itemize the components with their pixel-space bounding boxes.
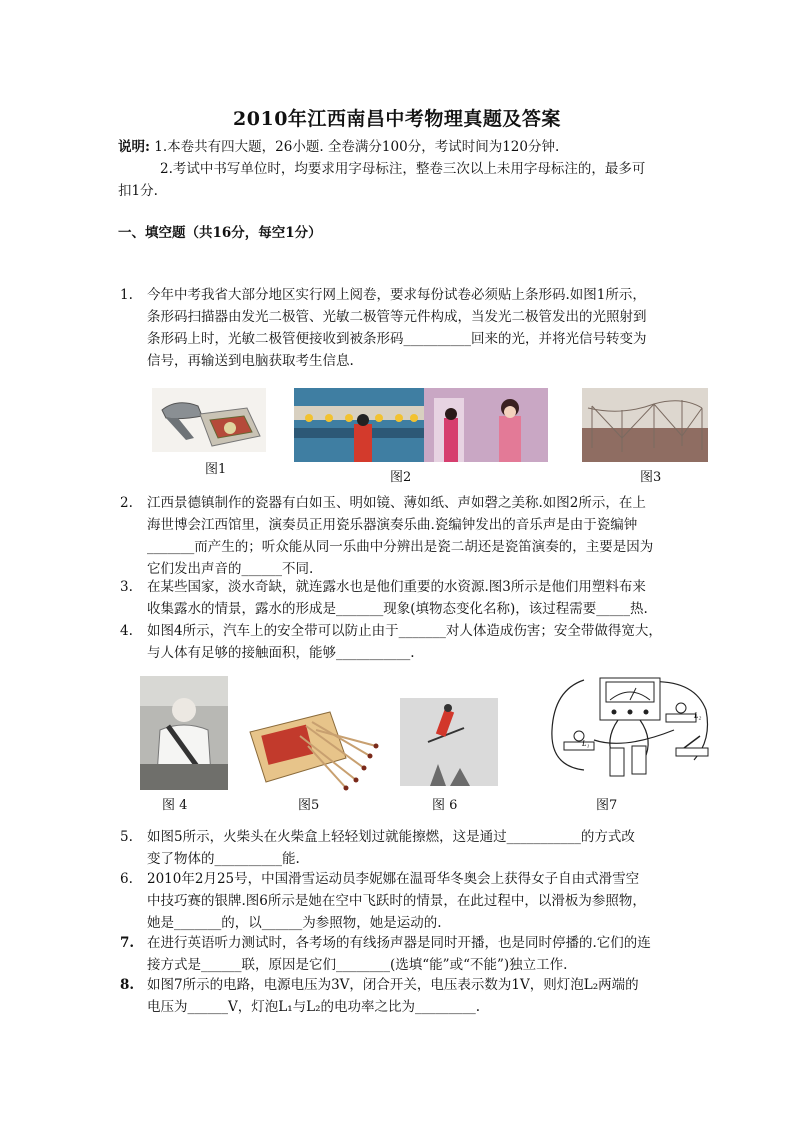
notes-line-1 bbox=[118, 136, 559, 158]
figure-1-scanner bbox=[152, 388, 266, 452]
section-heading: 一、填空题（共16分，每空1分） bbox=[118, 225, 322, 241]
notes-item-2-cont: 扣1分. bbox=[118, 183, 158, 199]
question-line: 她是_______的，以______为参照物，她是运动的. bbox=[147, 915, 442, 931]
question-number: 7. bbox=[120, 935, 135, 951]
question-number: 5. bbox=[120, 829, 133, 845]
question-line: 收集露水的情景，露水的形成是_______现象(填物态变化名称)，该过程需要_____热. bbox=[147, 601, 648, 617]
figure-4-seatbelt bbox=[140, 676, 228, 790]
figure-6-skier bbox=[400, 698, 498, 786]
page-title: 2010年江西南昌中考物理真题及答案 bbox=[233, 108, 561, 130]
question-number: 4. bbox=[120, 623, 133, 639]
question-line: 在某些国家，淡水奇缺，就连露水也是他们重要的水资源.图3所示是他们用塑料布来 bbox=[147, 579, 646, 595]
figure-7-caption: 图7 bbox=[596, 798, 618, 813]
question-number: 1. bbox=[120, 287, 133, 303]
question-line: 如图4所示，汽车上的安全带可以防止由于_______对人体造成伤害；安全带做得宽大， bbox=[147, 623, 662, 639]
question-line: _______而产生的；听众能从同一乐曲中分辨出是瓷二胡还是瓷笛演奏的，主要是因为 bbox=[147, 539, 654, 555]
question-line: 海世博会江西馆里，演奏员正用瓷乐器演奏乐曲.瓷编钟发出的音乐声是由于瓷编钟 bbox=[147, 517, 638, 533]
lamp-l2-label: L₂ bbox=[694, 711, 702, 720]
figure-2-porcelain-concert bbox=[294, 388, 548, 462]
question-line: 条形码上时，光敏二极管便接收到被条形码__________回来的光，并将光信号转变为 bbox=[147, 331, 647, 347]
question-line: 江西景德镇制作的瓷器有白如玉、明如镜、薄如纸、声如磬之美称.如图2所示，在上 bbox=[147, 495, 646, 511]
question-line: 如图5所示，火柴头在火柴盒上轻轻划过就能擦燃，这是通过___________的方式改 bbox=[147, 829, 635, 845]
figure-7-circuit bbox=[544, 670, 714, 786]
question-line: 接方式是______联，原因是它们________(选填“能”或“不能”)独立工作. bbox=[147, 957, 568, 973]
question-number: 2. bbox=[120, 495, 133, 511]
question-number: 6. bbox=[120, 871, 133, 887]
figure-4-caption: 图 4 bbox=[162, 798, 188, 813]
question-line: 变了物体的__________能. bbox=[147, 851, 300, 867]
figure-1-caption: 图1 bbox=[205, 462, 227, 477]
question-line: 今年中考我省大部分地区实行网上阅卷，要求每份试卷必须贴上条形码.如图1所示， bbox=[147, 287, 646, 303]
question-number: 8. bbox=[120, 977, 135, 993]
question-line: 在进行英语听力测试时，各考场的有线扬声器是同时开播，也是同时停播的.它们的连 bbox=[147, 935, 651, 951]
figure-5-caption: 图5 bbox=[298, 798, 320, 813]
figure-3-dew-collection bbox=[582, 388, 708, 462]
question-line: 条形码扫描器由发光二极管、光敏二极管等元件构成，当发光二极管发出的光照射到 bbox=[147, 309, 647, 325]
question-line: 中技巧赛的银牌.图6所示是她在空中飞跃时的情景，在此过程中，以滑板为参照物， bbox=[147, 893, 646, 909]
figure-3-caption: 图3 bbox=[640, 470, 662, 485]
notes-label: 说明: bbox=[118, 139, 150, 155]
question-line: 与人体有足够的接触面积，能够___________. bbox=[147, 645, 415, 661]
figure-2-caption: 图2 bbox=[390, 470, 412, 485]
notes-item-1: 1.本卷共有四大题，26小题. 全卷满分100分，考试时间为120分钟. bbox=[154, 139, 560, 155]
figure-5-matches bbox=[246, 706, 382, 792]
question-line: 如图7所示的电路，电源电压为3V，闭合开关，电压表示数为1V，则灯泡L₂两端的 bbox=[147, 977, 639, 993]
question-line: 2010年2月25号，中国滑雪运动员李妮娜在温哥华冬奥会上获得女子自由式滑雪空 bbox=[147, 871, 640, 887]
question-line: 它们发出声音的______不同. bbox=[147, 561, 314, 577]
lamp-l1-label: L₁ bbox=[582, 739, 590, 748]
question-line: 电压为______V，灯泡L₁与L₂的电功率之比为_________. bbox=[147, 999, 481, 1015]
question-number: 3. bbox=[120, 579, 133, 595]
notes-item-2: 2.考试中书写单位时，均要求用字母标注，整卷三次以上未用字母标注的，最多可 bbox=[160, 161, 646, 177]
question-line: 信号，再输送到电脑获取考生信息. bbox=[147, 353, 354, 369]
figure-6-caption: 图 6 bbox=[432, 798, 458, 813]
